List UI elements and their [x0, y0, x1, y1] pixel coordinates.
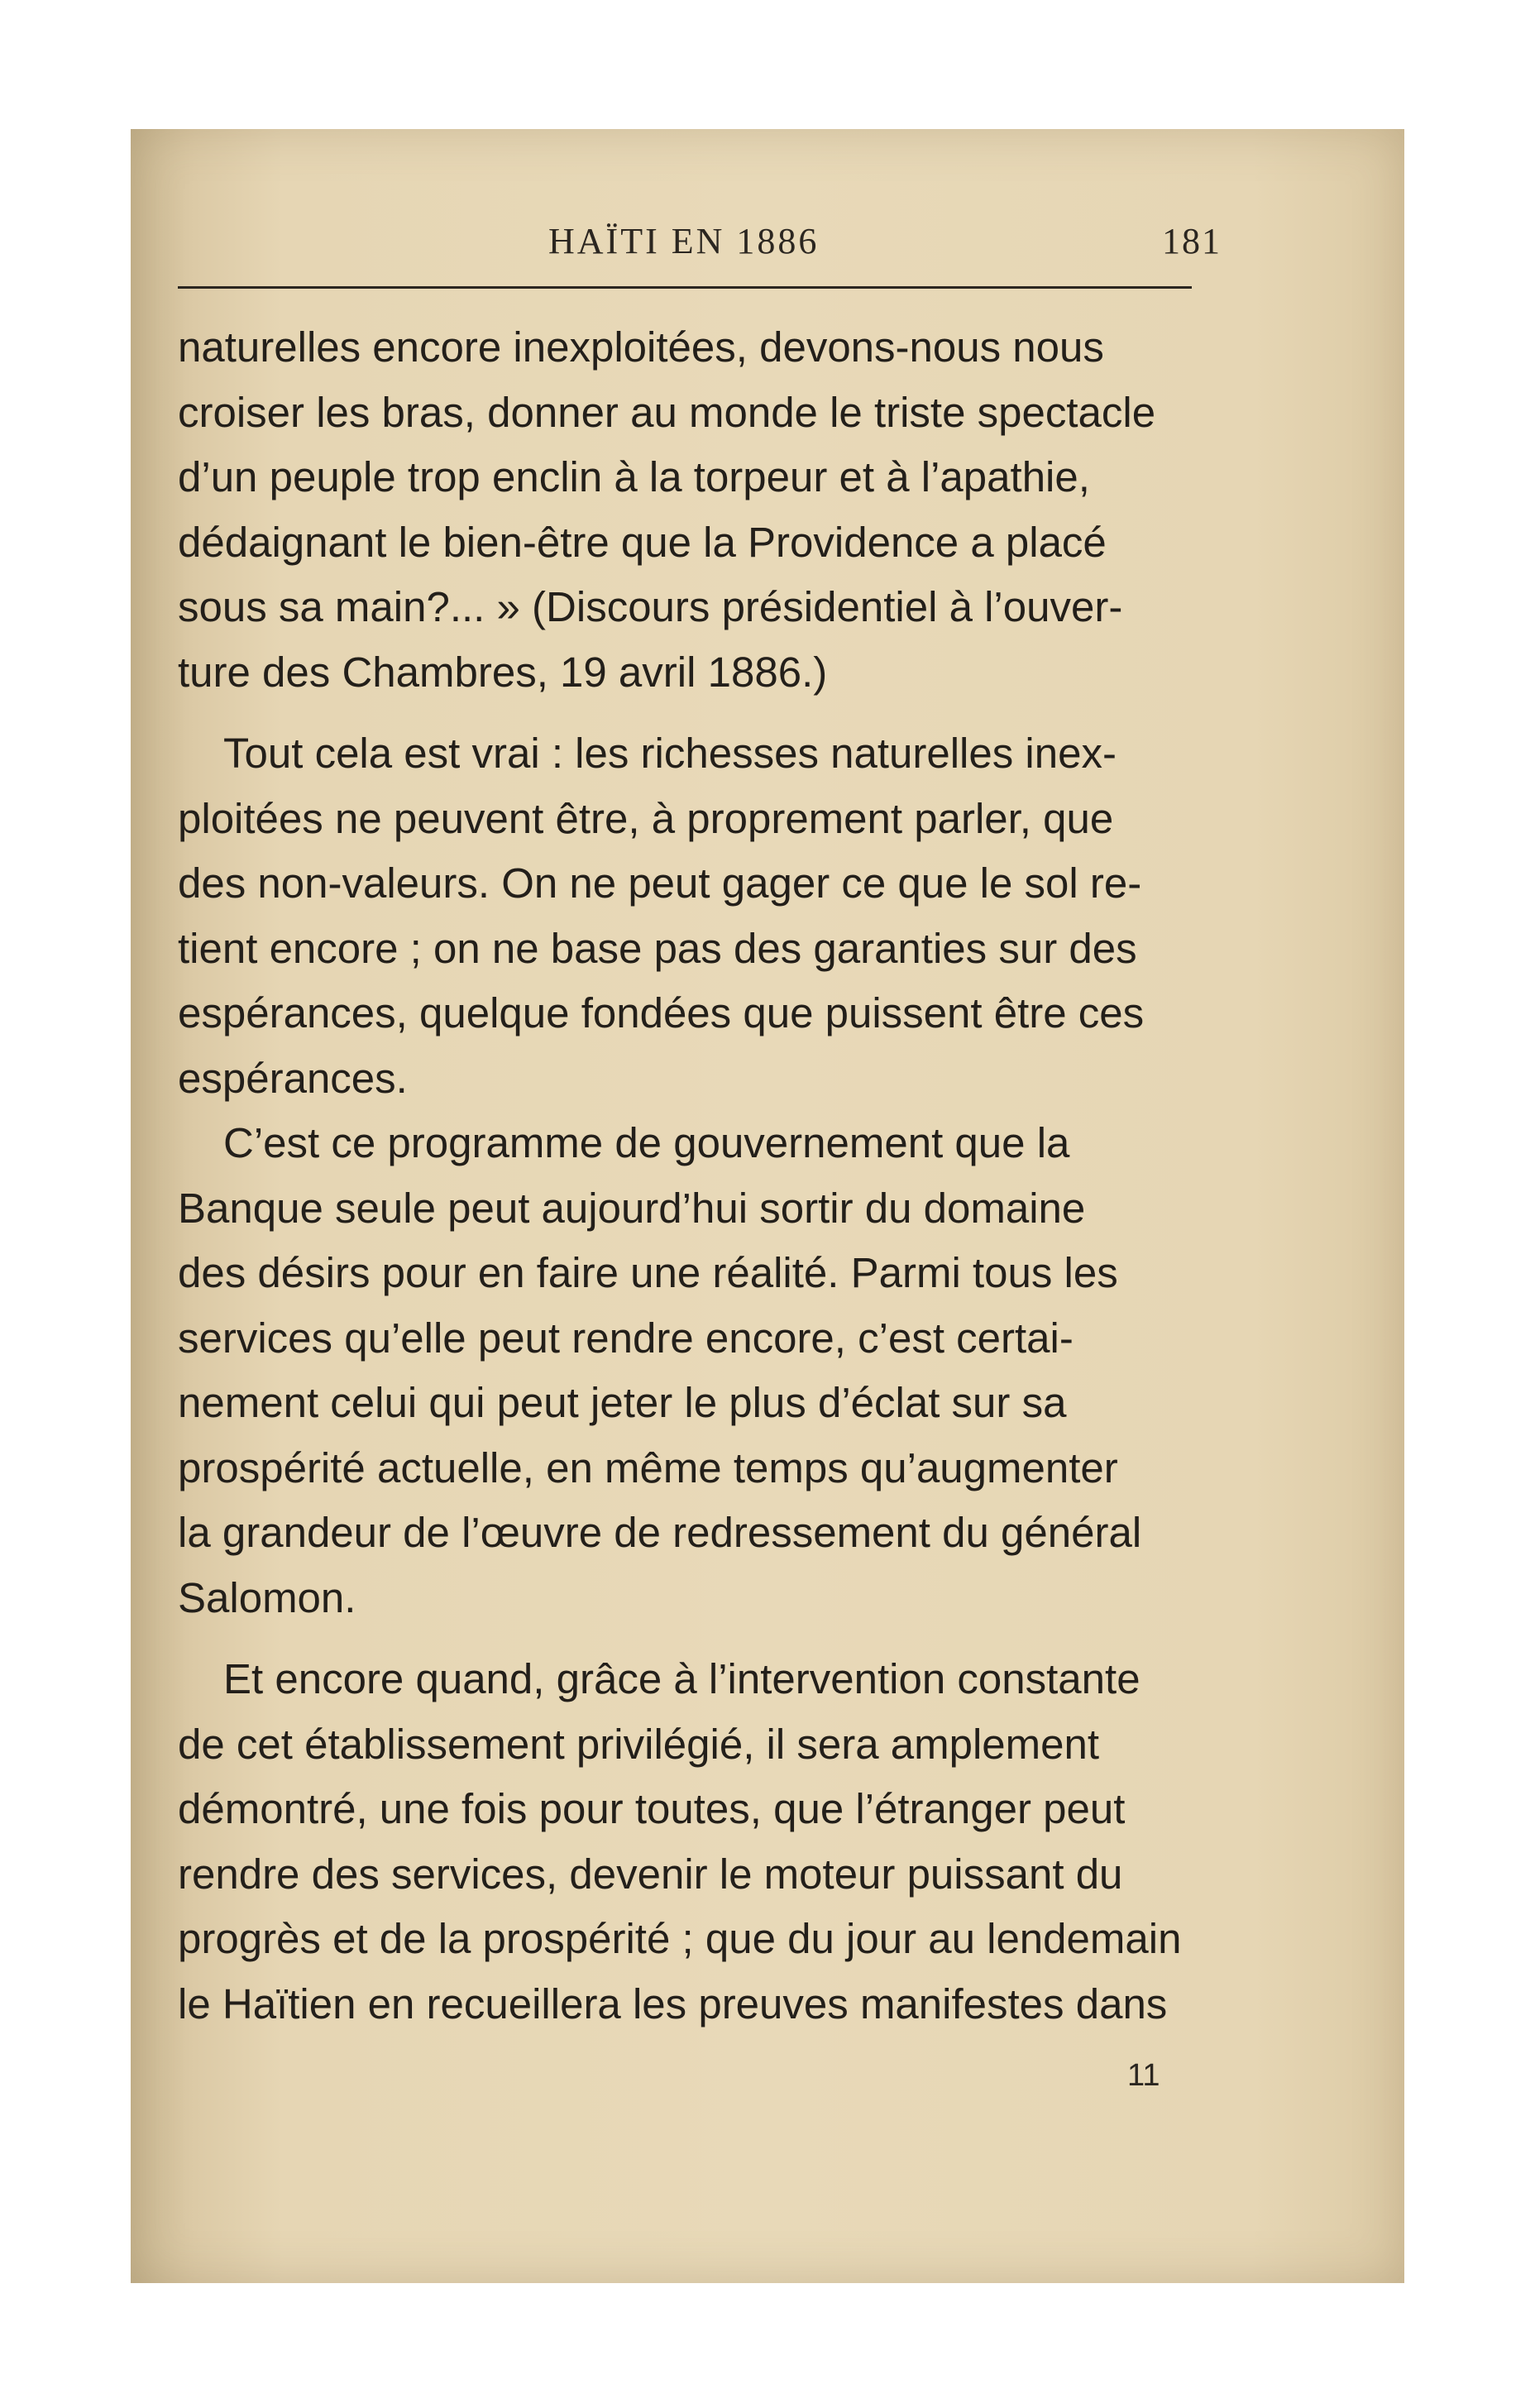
signature-mark: 11: [1127, 2058, 1160, 2093]
paragraph-1: naturelles encore inexploitées, devons-nous nous croiser les bras, donner au monde le triste spectacle d’un peuple trop enclin à la torpeur et à l’apathie, dédaignant le bien-être que la Providence a placé sous sa main?... » (Discours présidentiel à l’ouver- ture des Chambres, 19 avril 1886.): [178, 323, 1156, 696]
body-text: [178, 315, 1276, 2037]
paragraph-4: Et encore quand, grâce à l’intervention constante de cet établissement privilégié, il sera amplement démontré, une fois pour toutes, que l’étranger peut rendre des services, devenir le moteur puissant du progrès et de la prospérité ; que du jour au lendemain le Haïtien en recueillera les preuves manifestes dans: [178, 1655, 1182, 2027]
paragraph-3: C’est ce programme de gouvernement que la Banque seule peut aujourd’hui sortir du domaine des désirs pour en faire une réalité. Parmi tous les services qu’elle peut rendre encore, c’est certai- nement celui qui peut jeter le plus d’éclat sur sa prospérité actuelle, en même temps qu’augmenter la grandeur de l’œuvre de redressement du général Salomon.: [178, 1119, 1142, 1621]
running-head-title: HAÏTI EN 1886: [548, 221, 820, 261]
paragraph-2: Tout cela est vrai : les richesses naturelles inex- ploitées ne peuvent être, à proprement parler, que des non-valeurs. On ne peut gager ce que le sol re- tient encore ; on ne base pas des garanties sur des espérances, quelque fondées que puissent être ces espérances.: [178, 730, 1145, 1102]
header-rule: [178, 286, 1192, 289]
page-number: 181: [1162, 221, 1222, 261]
book-page: [131, 129, 1404, 2283]
running-head: [131, 220, 1404, 270]
